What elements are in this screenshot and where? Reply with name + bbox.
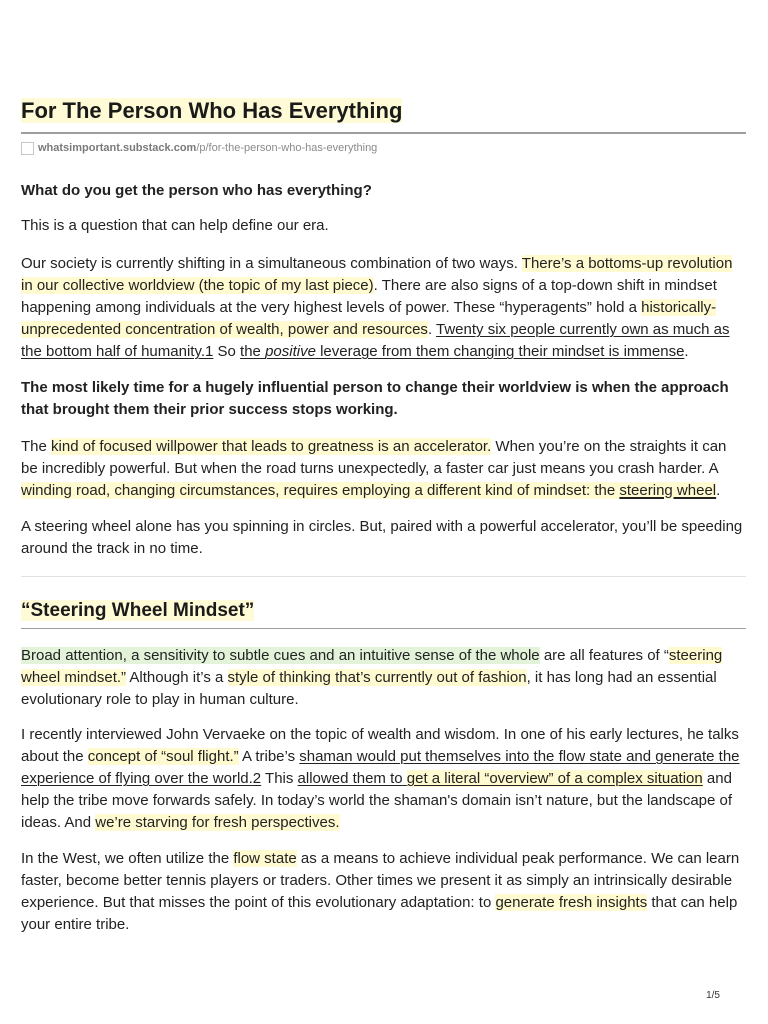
section-divider (21, 576, 746, 577)
highlight: generate fresh insights (495, 894, 648, 911)
highlight-green: Broad attention, a sensitivity to subtle cues and an intuitive sense of the whole (21, 647, 540, 664)
source-url[interactable] (21, 139, 377, 157)
paragraph-flow-state: In the West, we often utilize the flow state as a means to achieve individual peak performance. We can learn faster, become better tennis players or traders. Other times we present it as simply an intrinsically desirable experience. But that misses the point of this evolutionary adaptation: to generate fresh insights that can help your entire tribe. (21, 850, 740, 933)
page-number: 1/5 (706, 990, 720, 1001)
highlight: winding road, changing circumstances, requires employing a different kind of mindset: the (21, 482, 620, 499)
title-divider (21, 132, 746, 134)
highlight: we’re starving for fresh perspectives. (95, 814, 340, 831)
highlight: There’s a bottoms-up revolution in our collective worldview (the topic of my last piece) (21, 255, 733, 294)
paragraph-intro: This is a question that can help define our era. (21, 217, 329, 234)
highlight: kind of focused willpower that leads to greatness is an accelerator. (51, 438, 492, 455)
paragraph-society: Our society is currently shifting in a simultaneous combination of two ways. There’s a bottoms-up revolution in our collective worldview (the topic of my last piece). There are also signs of a top-down shift in mindset happening among individuals at the very highest levels of power. These “hyperagents” hold a historically-unprecedented concentration of wealth, power and resources. Twenty six people currently own as much as the bottom half of humanity.1 So the positive leverage from them changing their mindset is immense. (21, 255, 733, 360)
paragraph-soul-flight: I recently interviewed John Vervaeke on the topic of wealth and wisdom. In one of his early lectures, he talks about the concept of “soul flight.” A tribe’s shaman would put themselves into the flow state and generate the experience of flying over the world.2 This allowed them to get a literal “overview” of a complex situation and help the tribe move forwards safely. In today’s world the shaman's domain isn’t nature, but the landscape of ideas. And we’re starving for fresh perspectives. (21, 726, 740, 831)
highlight: style of thinking that’s currently out of fashion (227, 669, 527, 686)
highlight: historically-unprecedented concentration of wealth, power and resources (21, 299, 717, 338)
highlight: flow state (233, 850, 297, 867)
paragraph-mindset: Broad attention, a sensitivity to subtle cues and an intuitive sense of the whole are all features of “steering wheel mindset.” Although it’s a style of thinking that’s currently out of fashion, it has long had an essential evolutionary role to play in human culture. (21, 647, 723, 708)
underlined-highlight: steering wheel (619, 482, 717, 499)
underlined-text: shaman would put themselves into the flow state and generate the experience of flying over the world. (21, 748, 740, 787)
footnote-link-1[interactable]: 1 (205, 343, 214, 360)
underlined-text: Twenty six people currently own as much as the bottom half of humanity. (21, 321, 730, 360)
source-domain[interactable]: whatsimportant.substack.com (38, 142, 197, 154)
favicon-placeholder-icon (21, 142, 34, 155)
lead-question: What do you get the person who has everything? (21, 182, 372, 199)
bold-statement: The most likely time for a hugely influential person to change their worldview is when the approach that brought them their prior success stops working. (21, 379, 729, 418)
page-title: For The Person Who Has Everything (21, 98, 403, 123)
paragraph-steering: A steering wheel alone has you spinning in circles. But, paired with a powerful accelerator, you’ll be speeding around the track in no time. (21, 518, 743, 557)
source-path[interactable]: /p/for-the-person-who-has-everything (196, 142, 378, 154)
highlight: concept of “soul flight.” (87, 748, 239, 765)
section-heading: “Steering Wheel Mindset” (21, 600, 255, 621)
heading-divider (21, 628, 746, 629)
highlight: steering wheel mindset.” (21, 647, 723, 686)
paragraph-accelerator: The kind of focused willpower that leads to greatness is an accelerator. When you’re on the straights it can be incredibly powerful. But when the road turns unexpectedly, a faster car just means you crash harder. A winding road, changing circumstances, requires employing a different kind of mindset: the steering wheel. (21, 438, 727, 499)
underlined-highlight: get a literal “overview” of a complex situation (406, 770, 703, 787)
footnote-link-2[interactable]: 2 (252, 770, 262, 787)
